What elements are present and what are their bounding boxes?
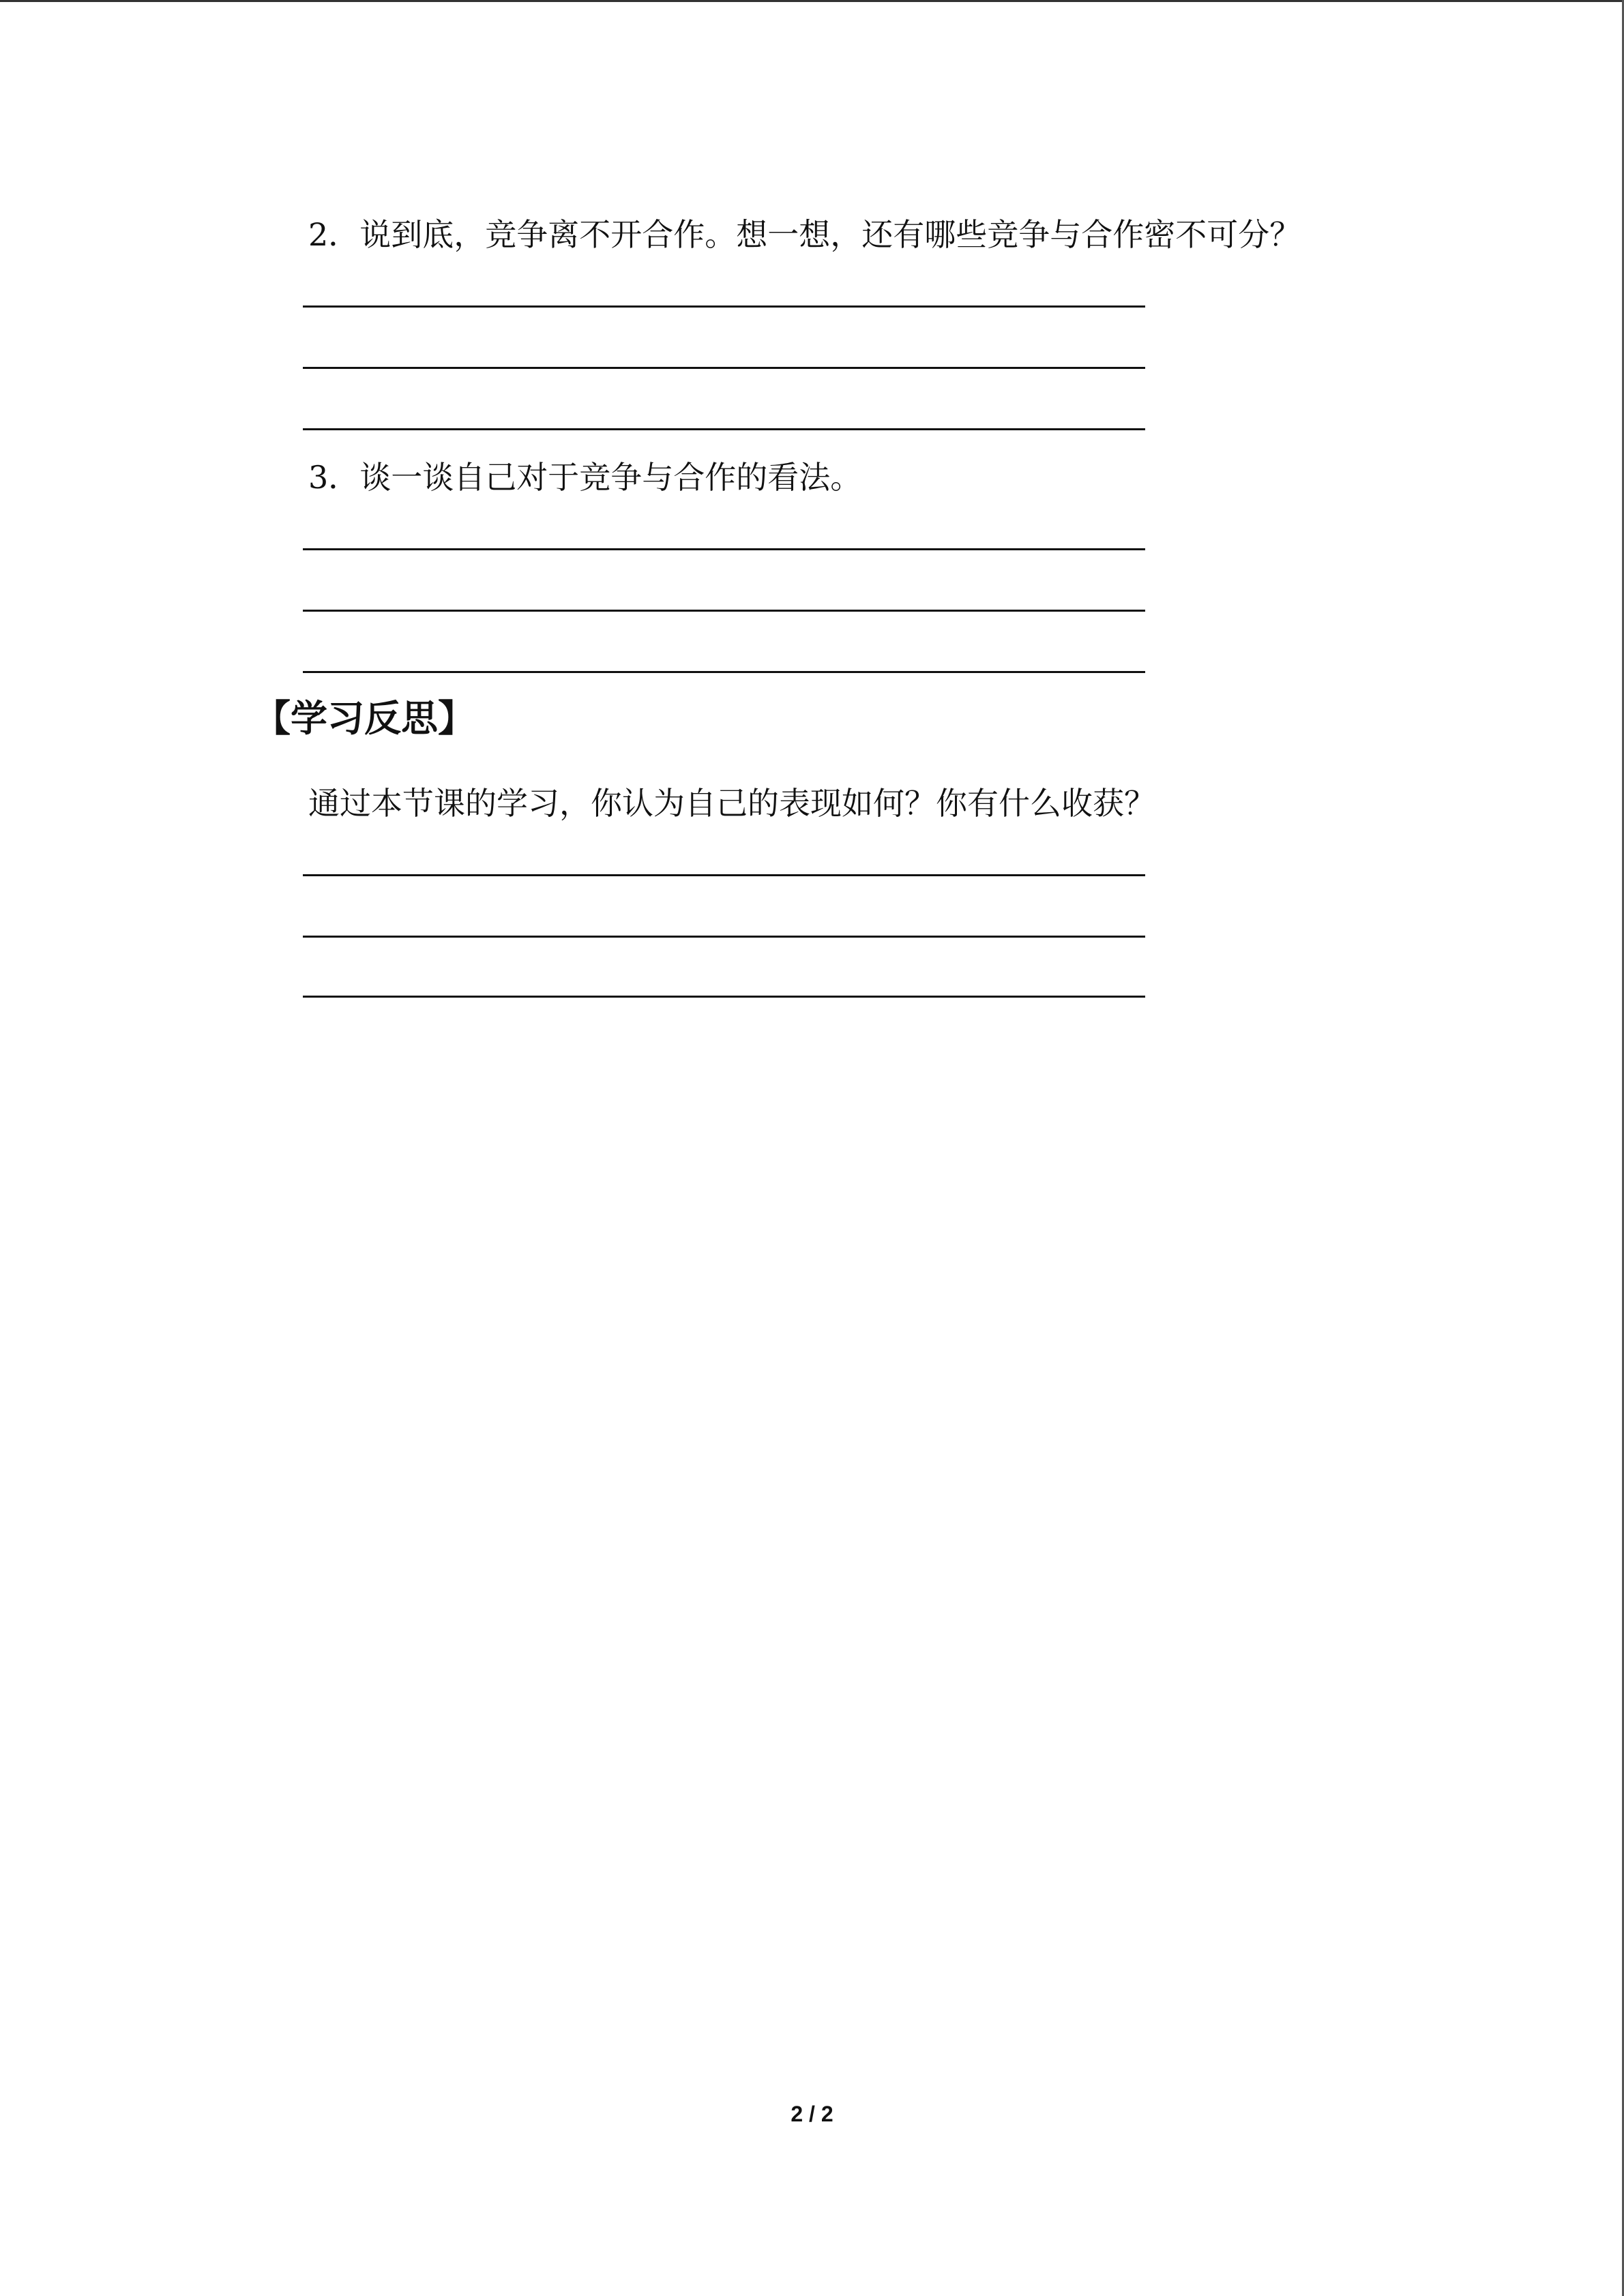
question-3-answer-line-2[interactable] <box>303 610 1145 612</box>
page-number: 2 / 2 <box>791 2102 833 2126</box>
question-3-text: 3．谈一谈自己对于竞争与合作的看法。 <box>308 459 862 496</box>
question-2-text: 2．说到底，竞争离不开合作。想一想，还有哪些竞争与合作密不可分？ <box>308 216 1301 253</box>
question-2-answer-line-1[interactable] <box>303 305 1145 308</box>
page-top-border <box>0 0 1624 2</box>
question-3-answer-line-3[interactable] <box>303 671 1145 673</box>
reflection-answer-line-2[interactable] <box>303 936 1145 938</box>
question-2-answer-line-3[interactable] <box>303 428 1145 430</box>
reflection-heading: 【学习反思】 <box>254 697 475 740</box>
reflection-answer-line-1[interactable] <box>303 874 1145 876</box>
question-3-answer-line-1[interactable] <box>303 548 1145 550</box>
question-2-answer-line-2[interactable] <box>303 367 1145 369</box>
reflection-prompt: 通过本节课的学习，你认为自己的表现如何？你有什么收获？ <box>308 785 1155 822</box>
reflection-answer-line-3[interactable] <box>303 996 1145 998</box>
